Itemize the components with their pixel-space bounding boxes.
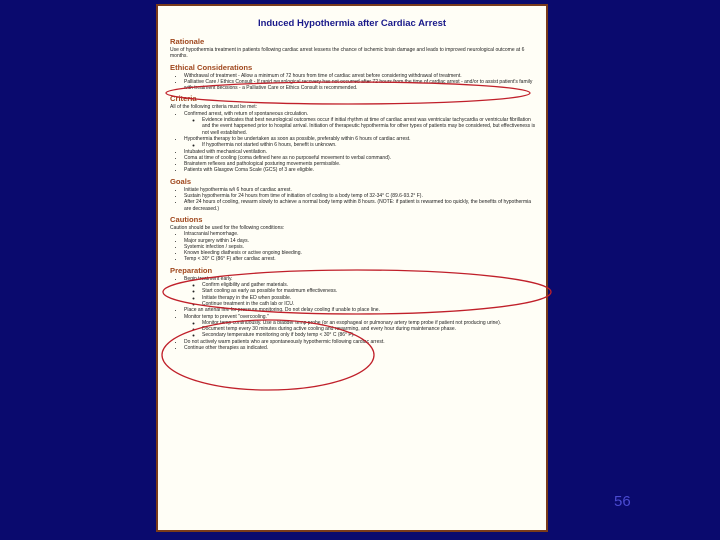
section-paragraph: Use of hypothermia treatment in patients following cardiac arrest lessens the chance of ischemic brain damage and leads to improved neurological outcome at 6 months. <box>170 47 525 60</box>
list-item <box>184 136 536 149</box>
section-heading: Goals <box>170 176 192 186</box>
sub-list-item: ◦ If hypothermia not started within 6 hours, benefit is unknown. <box>202 142 536 148</box>
sub-list-item: ◦ Start cooling as early as possible for maximum effectiveness. <box>202 288 536 294</box>
list-item-text: Monitor temp to prevent "overcooling." <box>184 313 269 320</box>
sub-list-item: ◦ Secondary temperature monitoring only if body temp < 30° C (86° F). <box>202 332 536 338</box>
list-item-text: After 24 hours of cooling, rewarm slowly to achieve a normal body temp within 8 hours. (NOTE: if patient is rewarmed too quickly, the benefits of hypothermia are decreased.) <box>184 199 532 212</box>
list-item-text: Place an arterial line for pressure monitoring. Do not delay cooling if unable to place line. <box>184 307 380 314</box>
section-heading: Preparation <box>170 265 213 275</box>
list-item-text: Systemic infection / sepsis. <box>184 243 245 250</box>
section-paragraph: Caution should be used for the following conditions: <box>170 224 285 231</box>
list-item <box>184 167 536 173</box>
list-item-text: Coma at time of cooling (coma defined here as no purposeful movement to verbal command). <box>184 154 392 161</box>
document-page <box>156 4 548 532</box>
bullet-list <box>170 231 536 262</box>
list-item-text: Begin treatment early. <box>184 275 233 282</box>
list-item <box>184 199 536 212</box>
section-heading: Criteria <box>170 94 197 104</box>
sub-list-item: ◦ Monitor temp continuously. Use a bladder temp probe (or an esophageal or pulmonary artery temp probe if patient not producing urine). <box>202 320 536 326</box>
list-item-text: Temp < 30° C (86° F) after cardiac arrest. <box>184 256 276 263</box>
section-heading: Ethical Considerations <box>170 62 253 72</box>
section-paragraph: All of the following criteria must be met: <box>170 104 257 111</box>
sub-list-item: ◦ Initiate therapy in the ED when possible. <box>202 295 536 301</box>
list-item-text: Intracranial hemorrhage. <box>184 231 239 238</box>
list-item-text: Brainstem reflexes and pathological posturing movements permissible. <box>184 161 341 168</box>
list-item-text: Initiate hypothermia w/i 6 hours of cardiac arrest. <box>184 186 292 193</box>
list-item-text: Palliative Care / Ethics Consult - If rapid neurological recovery has not occurred after 72 hours from the time of cardiac arrest - and/or to assist patient's family with treatment decisions - a Palliative Care or Ethics Consult is recommended. <box>184 78 533 92</box>
list-item-text: Do not actively warm patients who are spontaneously hypothermic following cardiac arrest. <box>184 338 385 345</box>
page-number: 56 <box>614 493 631 510</box>
sub-list-item: ◦ Evidence indicates that best neurological outcomes occur if initial rhythm at time of cardiac arrest was ventricular tachycardia or ventricular fibrillation and the event happened prior to hospital arrival. Initiation of therapeutic hypothermia for other types of patients may be considered, but effectiveness is not well established. <box>202 117 536 136</box>
bullet-list <box>170 276 536 352</box>
sub-list-item: ◦ Confirm eligibility and gather materials. <box>202 282 536 288</box>
list-item-text: Known bleeding diathesis or active ongoing bleeding. <box>184 250 302 257</box>
section-heading: Rationale <box>170 37 205 46</box>
list-item-text: Continue other therapies as indicated. <box>184 344 269 351</box>
list-item-text: Withdrawal of treatment - Allow a minimum of 72 hours from time of cardiac arrest before considering withdrawal of treatment. <box>184 72 462 79</box>
document-body <box>170 34 536 351</box>
list-item <box>184 345 536 351</box>
list-item-text: Intubated with mechanical ventilation. <box>184 148 268 155</box>
list-item <box>184 314 536 339</box>
list-item <box>184 256 536 262</box>
bullet-list <box>170 187 536 212</box>
bullet-list <box>170 73 536 92</box>
list-item <box>184 79 536 92</box>
list-item <box>184 276 536 307</box>
sub-list-item: ◦ Continue treatment in the cath lab or ICU. <box>202 301 536 307</box>
section-heading: Cautions <box>170 214 203 224</box>
list-item-text: Hypothermia therapy to be undertaken as soon as possible, preferably within 6 hours of cardiac arrest. <box>184 135 411 142</box>
sub-list <box>184 320 536 339</box>
sub-list <box>184 117 536 136</box>
list-item-text: Confirmed arrest, with return of spontaneous circulation. <box>184 110 309 117</box>
sub-list <box>184 282 536 307</box>
document-title: Induced Hypothermia after Cardiac Arrest <box>257 18 447 29</box>
list-item-text: Sustain hypothermia for 24 hours from time of initiation of cooling to a body temp of 32-34° C (89.6-93.2° F). <box>184 193 423 200</box>
list-item <box>184 111 536 136</box>
list-item-text: Major surgery within 14 days. <box>184 237 250 244</box>
bullet-list <box>170 111 536 174</box>
list-item-text: Patients with Glasgow Coma Scale (GCS) of 3 are eligible. <box>184 167 315 174</box>
sub-list-item: ◦ Document temp every 30 minutes during active cooling and rewarming, and every hour during maintenance phase. <box>202 326 536 332</box>
